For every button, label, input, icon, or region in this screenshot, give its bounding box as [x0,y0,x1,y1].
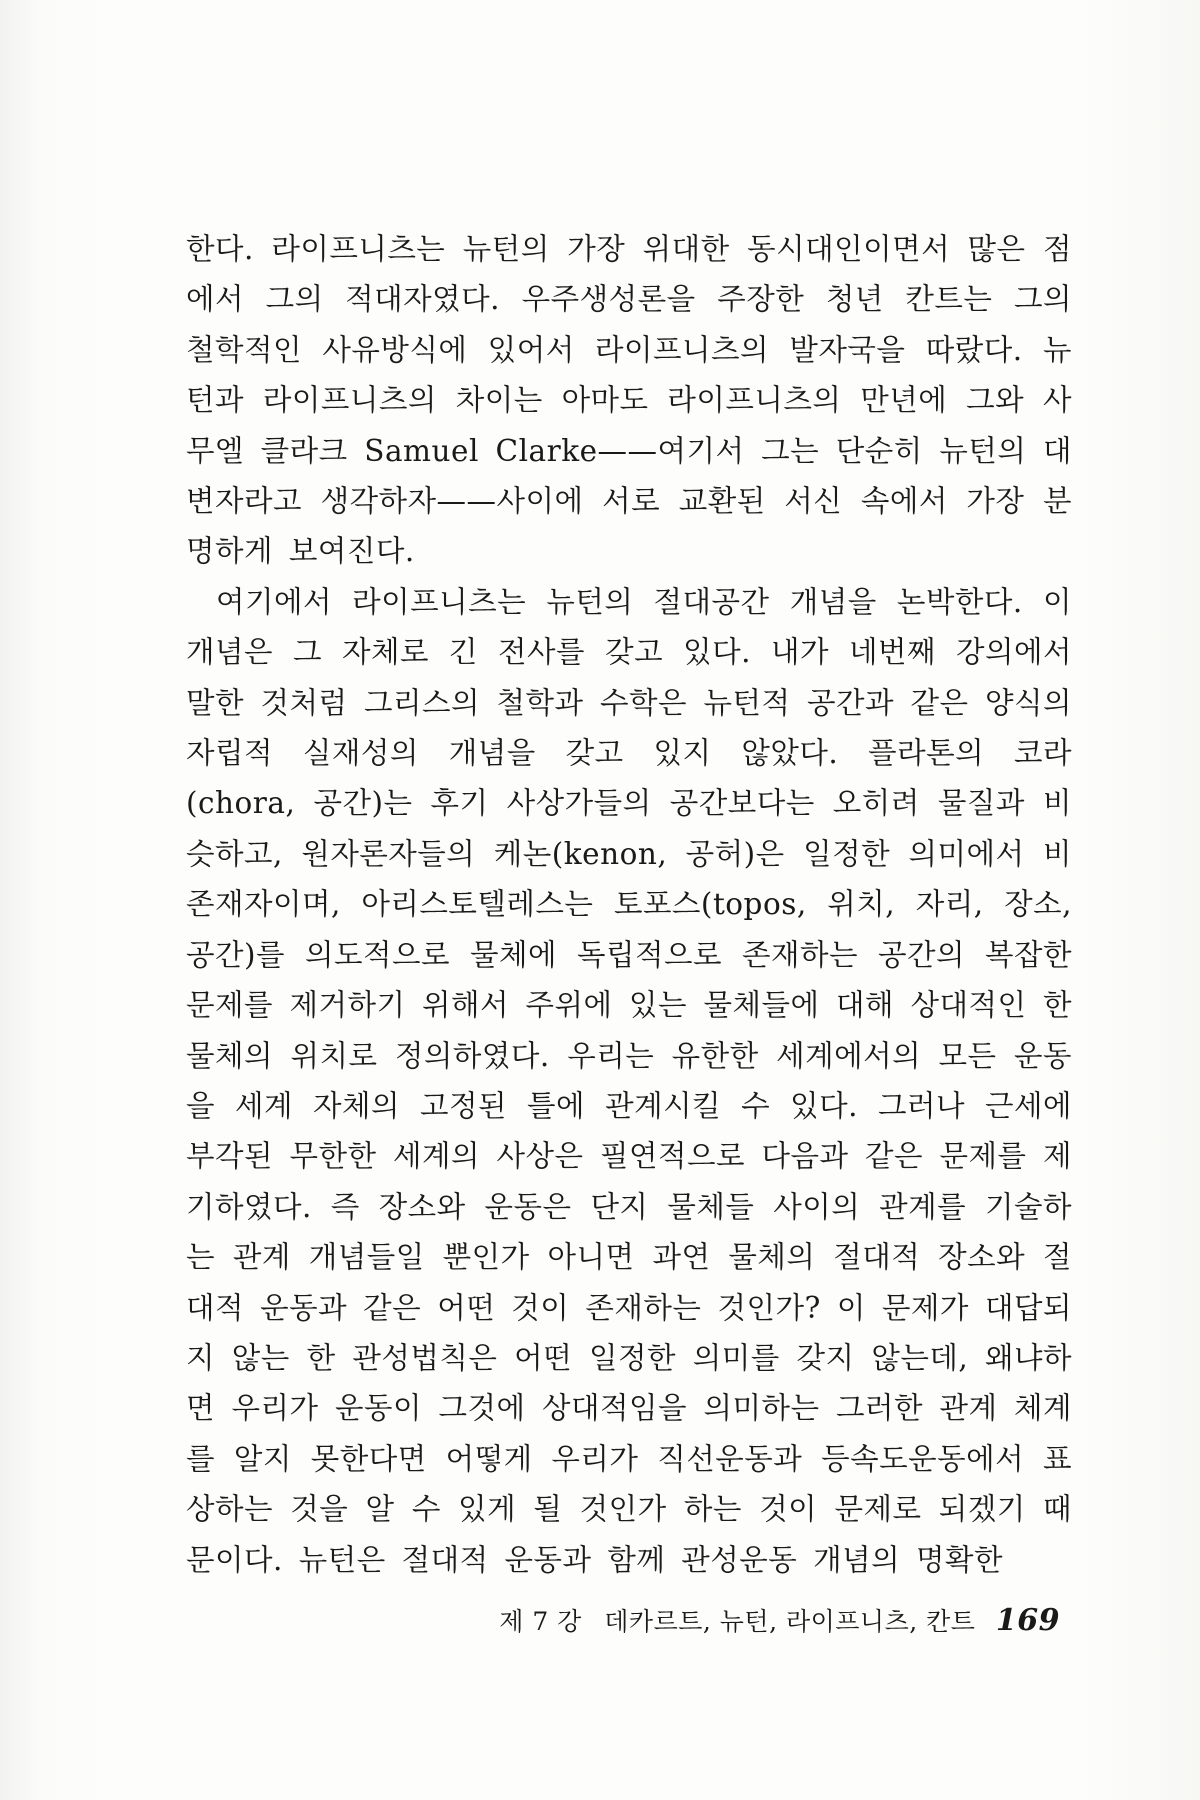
running-footer [186,1602,1060,1638]
paragraph-2 [186,577,1072,1585]
paragraph-1 [186,224,1072,577]
paragraph-text: 여기에서 라이프니츠는 뉴턴의 절대공간 개념을 논박한다. 이 개념은 그 자체로 긴 전사를 갖고 있다. 내가 네번째 강의에서 말한 것처럼 그리스의 철학과 수학은 뉴턴적 공간과 같은 양식의 자립적 실재성의 개념을 갖고 있지 않았다. 플라톤의 코라(chora, 공간)는 후기 사상가들의 공간보다는 오히려 물질과 비슷하고, 원자론자들의 케논(kenon, 공허)은 일정한 의미에서 비존재자이며, 아리스토텔레스는 토포스(topos, 위치, 자리, 장소, 공간)를 의도적으로 물체에 독립적으로 존재하는 공간의 복잡한 문제를 제거하기 위해서 주위에 있는 물체들에 대해 상대적인 한 물체의 위치로 정의하였다. 우리는 유한한 세계에서의 모든 운동을 세계 자체의 고정된 틀에 관계시킬 수 있다. 그러나 근세에 부각된 무한한 세계의 사상은 필연적으로 다음과 같은 문제를 제기하였다. 즉 장소와 운동은 단지 물체들 사이의 관계를 기술하는 관계 개념들일 뿐인가 아니면 과연 물체의 절대적 장소와 절대적 운동과 같은 어떤 것이 존재하는 것인가? 이 문제가 대답되지 않는 한 관성법칙은 어떤 일정한 의미를 갖지 않는데, 왜냐하면 우리가 운동이 그것에 상대적임을 의미하는 그러한 관계 체계를 알지 못한다면 어떻게 우리가 직선운동과 등속도운동에서 표상하는 것을 알 수 있게 될 것인가 하는 것이 문제로 되겠기 때문이다. 뉴턴은 절대적 운동과 함께 관성운동 개념의 명확한 [186,584,1072,1577]
chapter-number: 제 7 강 [499,1607,582,1636]
body-text [186,224,1072,1585]
page-number: 169 [995,1603,1060,1638]
paragraph-text: 한다. 라이프니츠는 뉴턴의 가장 위대한 동시대인이면서 많은 점에서 그의 적대자였다. 우주생성론을 주장한 청년 칸트는 그의 철학적인 사유방식에 있어서 라이프니츠의 발자국을 따랐다. 뉴턴과 라이프니츠의 차이는 아마도 라이프니츠의 만년에 그와 사무엘 클라크 Samuel Clarke——여기서 그는 단순히 뉴턴의 대변자라고 생각하자——사이에 서로 교환된 서신 속에서 가장 분명하게 보여진다. [186,232,1072,569]
chapter-title: 데카르트, 뉴턴, 라이프니츠, 칸트 [604,1607,976,1636]
